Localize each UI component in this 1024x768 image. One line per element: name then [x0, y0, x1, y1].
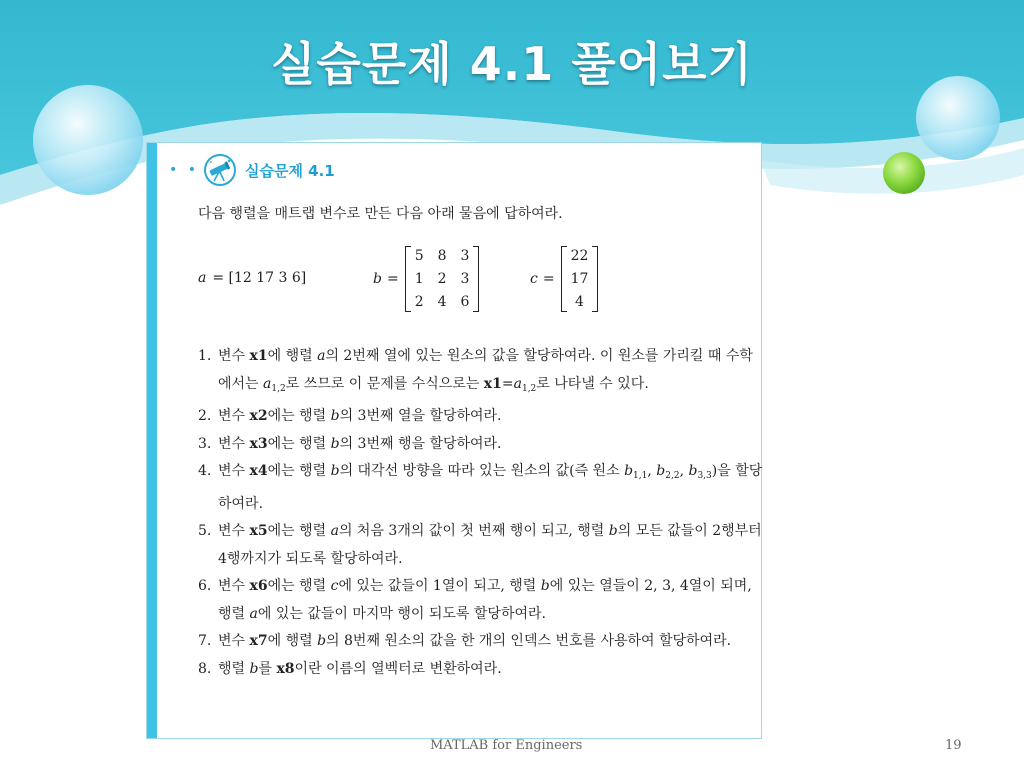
matrix-b-cell: 3	[460, 271, 470, 287]
exercise-item	[198, 458, 763, 518]
exercise-item-number: 8.	[198, 660, 212, 677]
matrix-b-cell: 2	[437, 271, 447, 287]
header-dots: • •	[169, 162, 199, 178]
exercise-item-number: 7.	[198, 633, 212, 649]
exercise-item-number: 2.	[198, 408, 212, 424]
matrix-b-cell: 1	[414, 271, 424, 287]
page-number: 19	[945, 738, 962, 753]
matrix-b-cell: 2	[414, 294, 424, 310]
exercise-item	[198, 403, 763, 431]
slide-title: 실습문제 4.1 풀어보기	[270, 37, 753, 91]
bubble-left	[33, 85, 143, 195]
matrix-b-cell: 5	[414, 248, 424, 264]
exercise-item-text: 변수 x6에는 행렬 c에 있는 값들이 1열이 되고, 행렬 b에 있는 열들이 2, 3, 4열이 되며, 행렬 a에 있는 값들이 마지막 행이 되도록 할당하여라.	[218, 578, 752, 622]
exercise-intro: 다음 행렬을 매트랩 변수로 만든 다음 아래 물음에 답하여라.	[198, 206, 563, 222]
matrix-c-label: c	[530, 271, 538, 287]
exercise-item	[198, 573, 763, 628]
exercise-item-text: 변수 x7에 행렬 b의 8번째 원소의 값을 한 개의 인덱스 번호를 사용하여 할당하여라.	[218, 633, 732, 649]
exercise-item-text: 변수 x2에는 행렬 b의 3번째 열을 할당하여라.	[218, 408, 502, 424]
exercise-item-text: 변수 x5에는 행렬 a의 처음 3개의 값이 첫 번째 행이 되고, 행렬 b의 모든 값들이 2행부터 4행까지가 되도록 할당하여라.	[218, 523, 762, 567]
telescope-icon	[203, 153, 237, 187]
matrix-a-values: = [12 17 3 6]	[212, 270, 307, 286]
exercise-title: 실습문제 4.1	[244, 161, 335, 180]
matrix-b-label: b	[373, 271, 382, 287]
exercise-item-text: 변수 x4에는 행렬 b의 대각선 방향을 따라 있는 원소의 값(즉 원소 $b_{1,1}$, $b_{2,2}$, $b_{3,3}$)을 할당하여라.	[218, 463, 763, 512]
exercise-panel	[147, 143, 761, 738]
exercise-item-text: 변수 x1에 행렬 a의 2번째 열에 있는 원소의 값을 할당하여라. 이 원소를 가리킬 때 수학에서는 $a_{1,2}$로 쓰므로 이 문제를 수식으로는 $x1=a_{1,2}$로 나타낼 수 있다.	[218, 348, 753, 394]
exercise-item-text: 행렬 b를 x8이란 이름의 열벡터로 변환하여라.	[218, 660, 502, 677]
matrix-b-cell: 4	[437, 294, 447, 310]
exercise-item-number: 3.	[198, 435, 212, 452]
exercise-item	[198, 431, 763, 459]
exercise-item	[198, 518, 763, 573]
matrix-b-cell: 6	[460, 294, 470, 310]
matrix-b-cell: 8	[437, 248, 447, 264]
exercise-header	[169, 152, 335, 188]
exercise-item	[198, 343, 763, 403]
exercise-item	[198, 656, 763, 684]
matrix-c-definition: c = 22 17 4	[530, 246, 598, 312]
footer-course: MATLAB for Engineers	[430, 738, 583, 753]
matrix-c-cell: 4	[575, 294, 584, 310]
exercise-item-number: 4.	[198, 463, 212, 479]
matrix-c-cell: 22	[570, 248, 589, 264]
matrix-c	[561, 246, 599, 312]
exercise-item-number: 1.	[198, 348, 212, 364]
green-bubble	[883, 152, 925, 194]
matrix-a-label: a	[198, 270, 207, 286]
panel-accent-bar	[147, 143, 157, 738]
matrix-a-definition	[198, 270, 306, 286]
matrix-b-definition: b = 5 8 3 1 2 3 2 4 6	[373, 246, 479, 312]
exercise-item-number: 5.	[198, 523, 212, 539]
matrix-b	[405, 246, 480, 312]
exercise-item	[198, 628, 763, 656]
matrix-b-cell: 3	[460, 248, 470, 264]
exercise-items	[198, 343, 763, 683]
exercise-item-number: 6.	[198, 578, 212, 594]
exercise-item-text: 변수 x3에는 행렬 b의 3번째 행을 할당하여라.	[218, 435, 502, 452]
matrix-c-cell: 17	[570, 271, 589, 287]
